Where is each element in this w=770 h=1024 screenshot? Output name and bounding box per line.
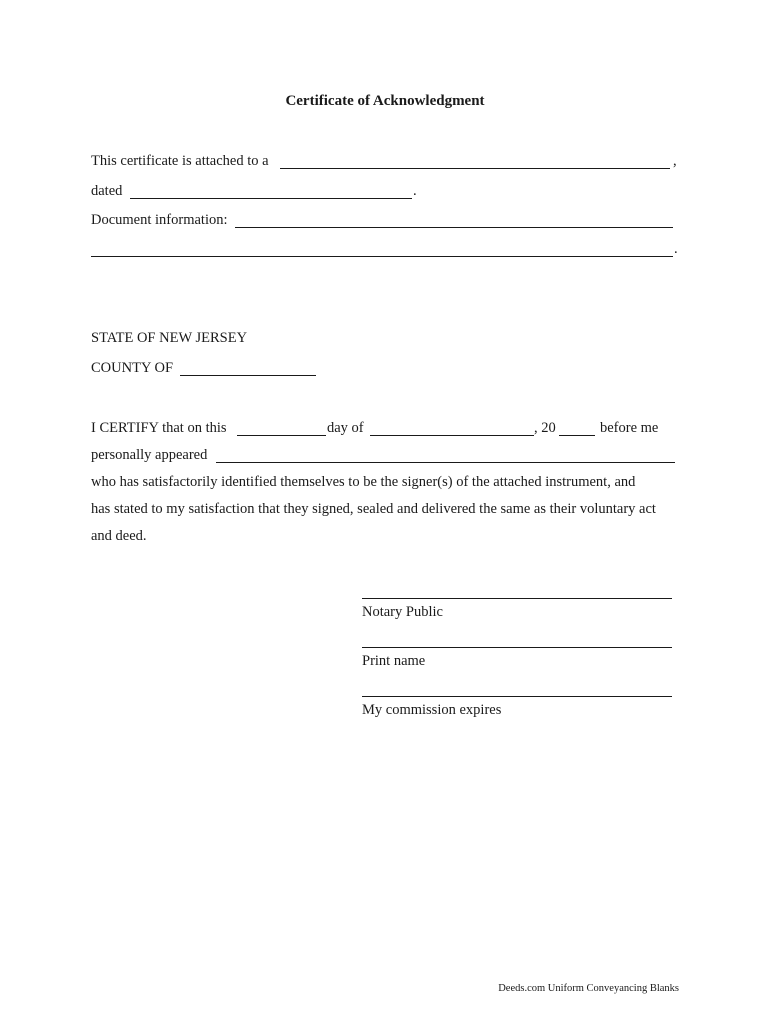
certify-before-me: before me <box>600 420 659 436</box>
dated-label: dated <box>91 183 123 199</box>
personally-appeared-label: personally appeared <box>91 447 208 463</box>
certify-line-4: has stated to my satisfaction that they signed, sealed and delivered the same as their voluntary act <box>91 501 656 517</box>
print-name-label: Print name <box>362 653 426 669</box>
certify-day-label: day of <box>327 420 364 436</box>
dated-period: . <box>413 183 417 199</box>
commission-expires-line[interactable] <box>362 696 672 697</box>
certify-year-field[interactable] <box>559 435 595 436</box>
attached-label: This certificate is attached to a <box>91 153 269 169</box>
print-name-line[interactable] <box>362 647 672 648</box>
certify-day-field[interactable] <box>237 435 326 436</box>
document-info-field-2[interactable] <box>91 256 673 257</box>
certify-year-prefix: , 20 <box>534 420 556 436</box>
attached-comma: , <box>673 153 677 169</box>
certify-month-field[interactable] <box>370 435 534 436</box>
state-label: STATE OF NEW JERSEY <box>91 330 248 346</box>
document-info-field[interactable] <box>235 227 673 228</box>
document-info-label: Document information: <box>91 212 228 228</box>
county-field[interactable] <box>180 375 316 376</box>
certify-prefix: I CERTIFY that on this <box>91 420 227 436</box>
notary-public-label: Notary Public <box>362 604 443 620</box>
dated-field[interactable] <box>130 198 412 199</box>
notary-signature-line[interactable] <box>362 598 672 599</box>
document-title: Certificate of Acknowledgment <box>285 93 485 109</box>
certify-line-3: who has satisfactorily identified themselves to be the signer(s) of the attached instrument, and <box>91 474 636 490</box>
commission-expires-label: My commission expires <box>362 702 502 718</box>
attached-field[interactable] <box>280 168 670 169</box>
certify-line-5: and deed. <box>91 528 147 544</box>
footer-text: Deeds.com Uniform Conveyancing Blanks <box>498 983 679 994</box>
county-label: COUNTY OF <box>91 360 174 376</box>
personally-appeared-field[interactable] <box>216 462 675 463</box>
document-info-period: . <box>674 241 678 257</box>
